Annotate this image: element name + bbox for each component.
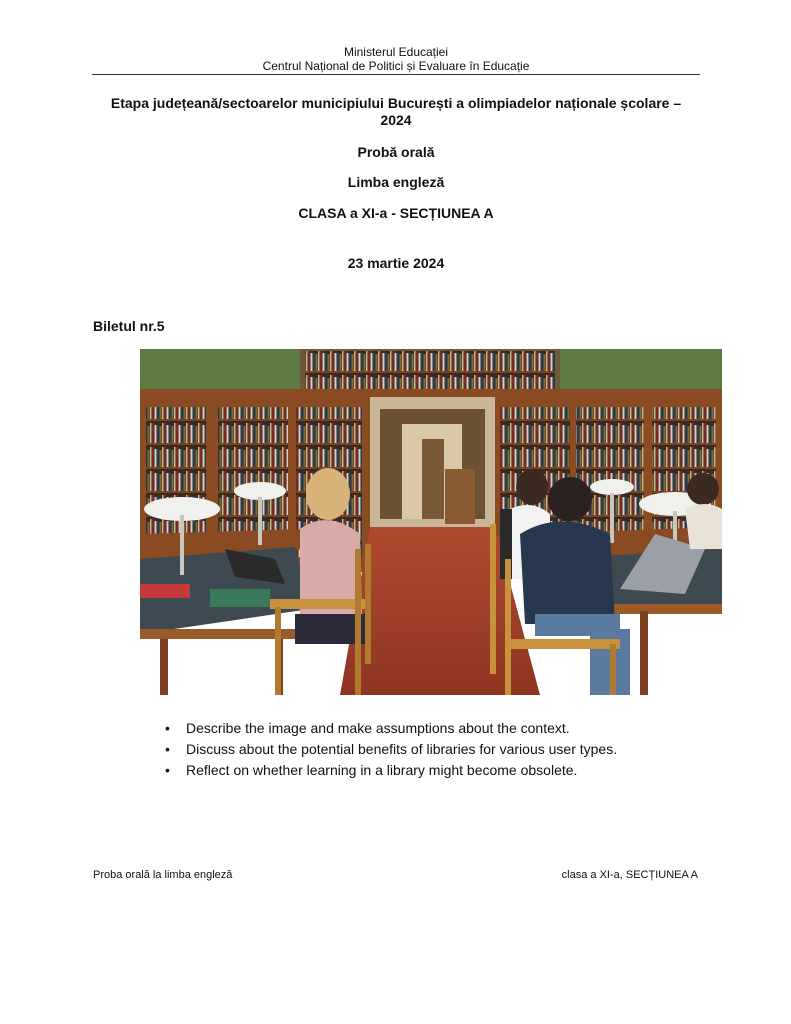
- ticket-number: Biletul nr.5: [93, 318, 165, 334]
- center-name: Centrul Național de Politici și Evaluare în Educație: [262, 59, 530, 73]
- ministry-name: Ministerul Educației: [343, 45, 449, 59]
- header-divider: [92, 74, 700, 75]
- class-section: CLASA a XI-a - SECȚIUNEA A: [298, 205, 494, 221]
- document-header: [92, 45, 700, 73]
- competition-title-line2: 2024: [380, 112, 412, 128]
- exam-type: Probă orală: [357, 144, 435, 160]
- task-item: • Discuss about the potential benefits of libraries for various user types.: [165, 739, 617, 760]
- footer-exam-name: Proba orală la limba engleză: [93, 869, 233, 881]
- competition-title-line1: Etapa județeană/sectoarelor municipiului București a olimpiadelor naționale școlare –: [110, 95, 682, 111]
- competition-title: [92, 95, 700, 129]
- task-item: • Describe the image and make assumptions about the context.: [165, 718, 617, 739]
- exam-date: 23 martie 2024: [347, 255, 445, 271]
- footer-class-section: clasa a XI-a, SECȚIUNEA A: [561, 869, 698, 881]
- library-photo: [140, 349, 722, 695]
- subject: Limba engleză: [347, 174, 445, 190]
- task-list: [165, 718, 617, 781]
- task-item: • Reflect on whether learning in a library might become obsolete.: [165, 760, 617, 781]
